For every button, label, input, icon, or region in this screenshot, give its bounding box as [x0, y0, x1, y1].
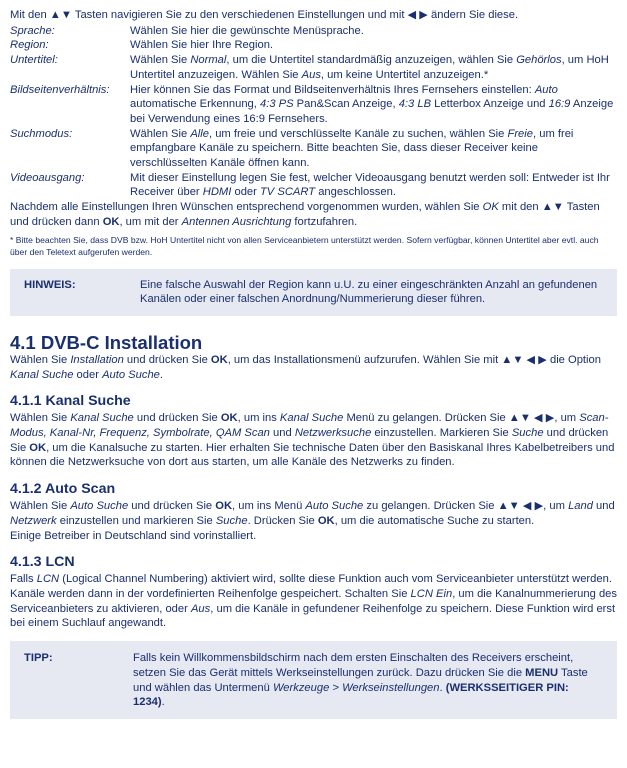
setting-desc: Wählen Sie Normal, um die Untertitel standardmäßig anzuzeigen, wählen Sie Gehörlos, um HoH Untertitel anzuzeigen. Wählen Sie Aus, um keine Untertitel anzuzeigen.* [130, 54, 609, 81]
setting-term: Videoausgang: [10, 171, 85, 184]
setting-desc: Wählen Sie hier die gewünschte Menüsprache. [130, 24, 364, 37]
tipp-box [10, 641, 617, 719]
section-text-4-1-2-line2: Einige Betreiber in Deutschland sind vorinstalliert. [10, 529, 257, 542]
section-heading-4-1: 4.1 DVB-C Installation [10, 331, 203, 353]
setting-term: Region: [10, 39, 49, 52]
section-text-4-1: Wählen Sie Installation und drücken Sie OK, um das Installationsmenü aufzurufen. Wählen Sie mit ▲▼ ◀ ▶ die Option Kanal Suche oder Auto Suche. [10, 353, 601, 381]
setting-region [10, 38, 617, 53]
section-text-4-1-3: Falls LCN (Logical Channel Numbering) aktiviert wird, sollte diese Funktion auch vom Serviceanbieter unterstützt werden. Kanäle werden dann in der vordefinierten Reihenfolge gespeichert. Schalten Sie LCN Ein, um die Kanalnummerierung des Serviceanbieters zu aktivieren, oder Aus, um die Kanäle in gefundener Reihenfolge zu speichern. Diese Funktion wird erst bei einem Suchlauf angewandt. [10, 573, 617, 630]
hinweis-text: Eine falsche Auswahl der Region kann u.U. zu einer eingeschränkten Anzahl an gefundenen Kanälen oder einer falschen Anordnung/Nummerierung dieser führen. [140, 278, 598, 306]
setting-term: Bildseitenverhältnis: [10, 83, 110, 96]
hinweis-box [10, 269, 617, 316]
setting-term: Suchmodus: [10, 127, 73, 140]
manual-page [10, 8, 617, 719]
setting-desc: Wählen Sie Alle, um freie und verschlüsselte Kanäle zu suchen, wählen Sie Freie, um frei empfangbare Kanäle zu speichern. Bitte beachten Sie, dass dieser Receiver keine verschlüsselten Kanäle öffnen kann. [130, 127, 574, 170]
section-text-4-1-2: Wählen Sie Auto Suche und drücken Sie OK, um ins Menü Auto Suche zu gelangen. Drücken Sie ▲▼ ◀ ▶, um Land und Netzwerk einzustellen und markieren Sie Suche. Drücken Sie OK, um die automatische Suche zu starten. [10, 500, 615, 527]
footnote: * Bitte beachten Sie, dass DVB bzw. HoH Untertitel nicht von allen Serviceanbietern unterstützt werden. Sofern verfügbar, können Untertitel aber evtl. auch über den Teletext aufgerufen werden. [10, 234, 599, 258]
setting-desc: Mit dieser Einstellung legen Sie fest, welcher Videoausgang benutzt werden soll: Entweder ist Ihr Receiver über HDMI oder TV SCART angeschlossen. [130, 171, 610, 199]
setting-videoausgang [10, 171, 617, 200]
setting-sprache [10, 24, 617, 39]
setting-suchmodus [10, 127, 617, 171]
setting-bildseitenverhaeltnis [10, 83, 617, 127]
setting-desc: Wählen Sie hier Ihre Region. [130, 39, 274, 52]
setting-term: Sprache: [10, 24, 55, 37]
intro-text: Mit den ▲▼ Tasten navigieren Sie zu den verschiedenen Einstellungen und mit ◀ ▶ ändern Sie diese. [10, 9, 519, 21]
section-heading-4-1-2: 4.1.2 Auto Scan [10, 481, 116, 498]
setting-term: Untertitel: [10, 54, 58, 67]
section-heading-4-1-3: 4.1.3 LCN [10, 554, 75, 571]
tipp-text: Falls kein Willkommensbildschirm nach dem ersten Einschalten des Receivers erscheint, setzen Sie das Gerät mittels Werkseinstellungen zurück. Dazu drücken Sie die MENU Taste und wählen das Untermenü Werkzeuge > Werkseinstellungen. (WERKSSEITIGER PIN: 1234). [133, 652, 588, 709]
after-settings-text: Nachdem alle Einstellungen Ihren Wünschen entsprechend vorgenommen wurden, wählen Sie OK mit den ▲▼ Tasten und drücken dann OK, um mit der Antennen Ausrichtung fortzufahren. [10, 201, 600, 228]
setting-untertitel [10, 53, 617, 82]
section-heading-4-1-1: 4.1.1 Kanal Suche [10, 393, 131, 410]
tipp-label: TIPP: [24, 652, 53, 665]
hinweis-label: HINWEIS: [24, 278, 76, 291]
setting-desc: Hier können Sie das Format und Bildseitenverhältnis Ihres Fernsehers einstellen: Auto automatische Erkennung, 4:3 PS Pan&Scan Anzeige, 4:3 LB Letterbox Anzeige und 16:9 Anzeige bei Verwendung eines 16:9 Fernsehers. [130, 83, 614, 125]
section-text-4-1-1: Wählen Sie Kanal Suche und drücken Sie OK, um ins Kanal Suche Menü zu gelangen. Drücken Sie ▲▼ ◀ ▶, um Scan-Modus, Kanal-Nr, Frequenz, Symbolrate, QAM Scan und Netzwerksuche einzustellen. Markieren Sie Suche und drücken Sie OK, um die Kanalsuche zu starten. Hier erhalten Sie technische Daten über den Basiskanal Ihres Kabelbetreibers und können die Netzwerksuche von dort aus starten, um alle Kanäle des Netzwerks zu finden. [10, 412, 615, 469]
